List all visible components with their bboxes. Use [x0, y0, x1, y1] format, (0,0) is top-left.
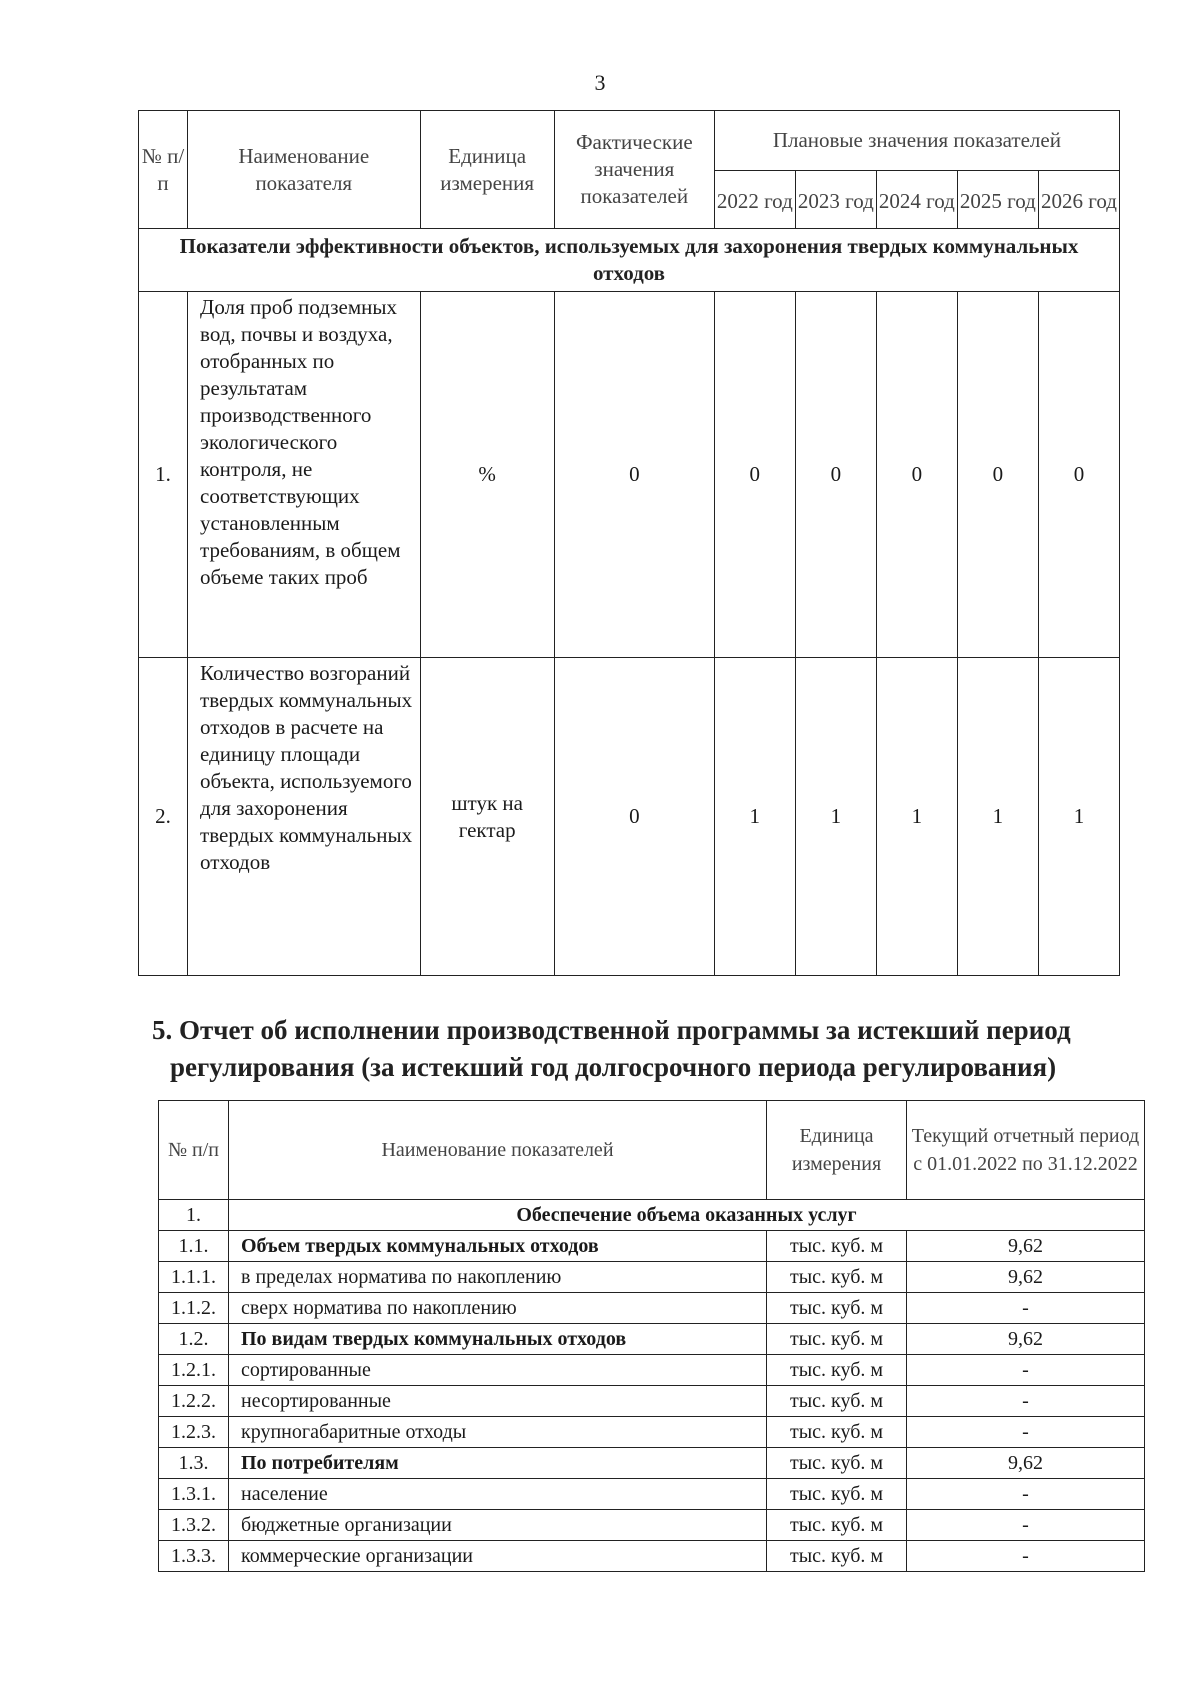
row-actual: 0 [554, 658, 714, 976]
row-name: По потребителям [229, 1448, 767, 1479]
row-value: - [907, 1417, 1145, 1448]
row-value: 0 [876, 292, 957, 658]
row-name: Доля проб подземных вод, почвы и воздуха, отобранных по результатам производственного экологического контроля, не соответствующих установленным требованиям, в общем объеме таких проб [188, 292, 420, 658]
row-value: - [907, 1541, 1145, 1572]
row-value: - [907, 1386, 1145, 1417]
table-row [139, 658, 1120, 976]
row-name: сортированные [229, 1355, 767, 1386]
table-row [159, 1262, 1145, 1293]
row-num: 1.2. [159, 1324, 229, 1355]
table-row [139, 292, 1120, 658]
row-unit: тыс. куб. м [767, 1355, 907, 1386]
row-unit: % [420, 292, 554, 658]
row-name: сверх норматива по накоплению [229, 1293, 767, 1324]
header-num: № п/п [159, 1101, 229, 1200]
row-value: 0 [957, 292, 1038, 658]
row-value: 0 [714, 292, 795, 658]
table-row [159, 1541, 1145, 1572]
row-num: 1.1.1. [159, 1262, 229, 1293]
row-value: 1 [714, 658, 795, 976]
row-actual: 0 [554, 292, 714, 658]
row-value: 1 [1038, 658, 1119, 976]
table-row [159, 1479, 1145, 1510]
header-year: 2023 год [795, 171, 876, 229]
table-row [159, 1200, 1145, 1231]
indicators-table [138, 110, 1120, 976]
row-value: 1 [957, 658, 1038, 976]
row-name: Объем твердых коммунальных отходов [229, 1231, 767, 1262]
row-num: 1.1.2. [159, 1293, 229, 1324]
row-unit: тыс. куб. м [767, 1324, 907, 1355]
section-title: Показатели эффективности объектов, используемых для захоронения твердых коммунальных отходов [139, 229, 1120, 292]
row-unit: тыс. куб. м [767, 1293, 907, 1324]
header-planned: Плановые значения показателей [714, 111, 1119, 171]
heading-line: регулирования (за истекший год долгосрочного периода регулирования) [170, 1052, 1057, 1082]
table-row [159, 1448, 1145, 1479]
row-name: По видам твердых коммунальных отходов [229, 1324, 767, 1355]
row-num: 1.1. [159, 1231, 229, 1262]
header-name: Наименование показателя [188, 111, 420, 229]
table-row [159, 1231, 1145, 1262]
header-actual: Фактические значения показателей [554, 111, 714, 229]
row-unit: тыс. куб. м [767, 1541, 907, 1572]
header-period: Текущий отчетный период с 01.01.2022 по 31.12.2022 [907, 1101, 1145, 1200]
row-value: - [907, 1479, 1145, 1510]
row-unit: тыс. куб. м [767, 1386, 907, 1417]
row-unit: тыс. куб. м [767, 1262, 907, 1293]
row-unit: тыс. куб. м [767, 1448, 907, 1479]
row-num: 1.2.3. [159, 1417, 229, 1448]
row-name: Количество возгораний твердых коммунальных отходов в расчете на единицу площади объекта, используемого для захоронения твердых коммунальных отходов [188, 658, 420, 976]
header-year: 2024 год [876, 171, 957, 229]
page-number: 3 [594, 70, 606, 95]
table-row [159, 1386, 1145, 1417]
row-value: 9,62 [907, 1262, 1145, 1293]
row-unit: тыс. куб. м [767, 1510, 907, 1541]
header-name: Наименование показателей [229, 1101, 767, 1200]
row-value: 9,62 [907, 1448, 1145, 1479]
header-unit: Единица измерения [420, 111, 554, 229]
table-row [159, 1324, 1145, 1355]
header-year: 2026 год [1038, 171, 1119, 229]
header-year: 2022 год [714, 171, 795, 229]
row-name: крупногабаритные отходы [229, 1417, 767, 1448]
report-table [158, 1100, 1145, 1572]
table-row [159, 1510, 1145, 1541]
row-value: 1 [795, 658, 876, 976]
row-name: население [229, 1479, 767, 1510]
row-name: несортированные [229, 1386, 767, 1417]
heading-line: 5. Отчет об исполнении производственной программы за истекший период [152, 1015, 1071, 1045]
row-unit: тыс. куб. м [767, 1417, 907, 1448]
row-num: 1. [139, 292, 188, 658]
row-value: 1 [876, 658, 957, 976]
row-value: 9,62 [907, 1231, 1145, 1262]
row-unit: тыс. куб. м [767, 1231, 907, 1262]
row-value: - [907, 1510, 1145, 1541]
row-name: коммерческие организации [229, 1541, 767, 1572]
table-row [159, 1293, 1145, 1324]
row-num: 1. [159, 1200, 229, 1231]
table-row [159, 1355, 1145, 1386]
header-year: 2025 год [957, 171, 1038, 229]
row-value: - [907, 1293, 1145, 1324]
row-num: 2. [139, 658, 188, 976]
row-value: - [907, 1355, 1145, 1386]
row-value: 0 [795, 292, 876, 658]
section-title: Обеспечение объема оказанных услуг [229, 1200, 1145, 1231]
table-row [159, 1417, 1145, 1448]
row-num: 1.2.2. [159, 1386, 229, 1417]
row-num: 1.2.1. [159, 1355, 229, 1386]
row-num: 1.3.1. [159, 1479, 229, 1510]
row-unit: штук на гектар [420, 658, 554, 976]
row-name: бюджетные организации [229, 1510, 767, 1541]
row-num: 1.3.3. [159, 1541, 229, 1572]
header-num: № п/ п [139, 111, 188, 229]
row-name: в пределах норматива по накоплению [229, 1262, 767, 1293]
row-value: 0 [1038, 292, 1119, 658]
section-heading [152, 1012, 1142, 1086]
header-unit: Единица измерения [767, 1101, 907, 1200]
row-unit: тыс. куб. м [767, 1479, 907, 1510]
row-num: 1.3.2. [159, 1510, 229, 1541]
row-num: 1.3. [159, 1448, 229, 1479]
row-value: 9,62 [907, 1324, 1145, 1355]
